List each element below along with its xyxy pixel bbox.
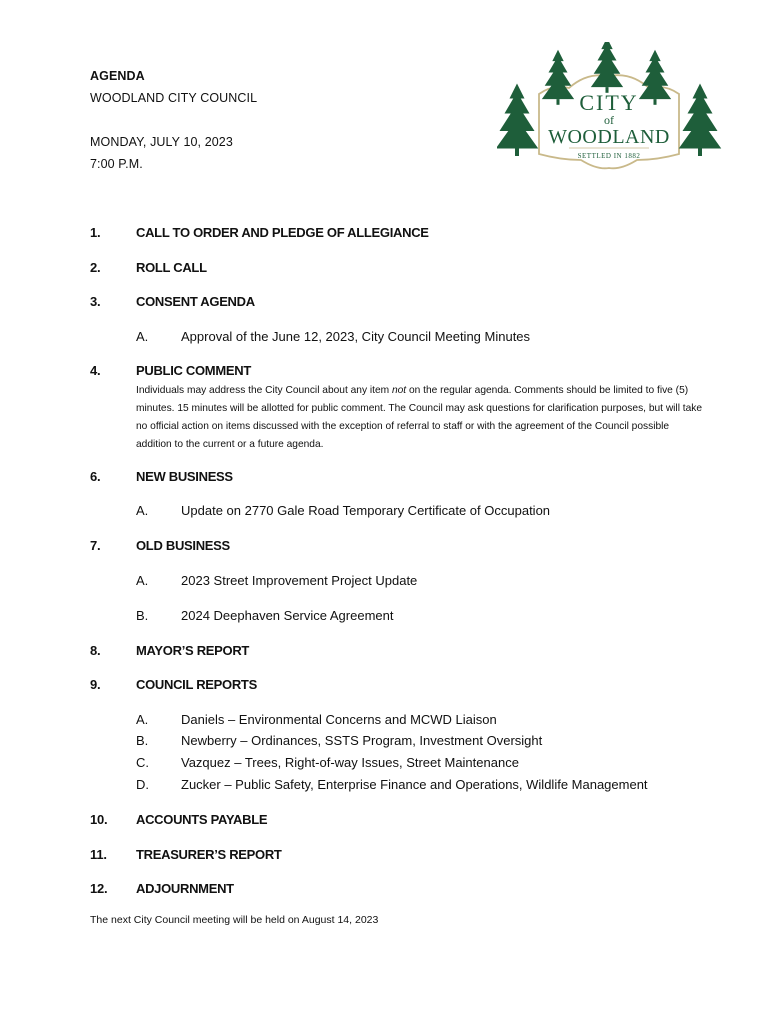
item-title-accounts-payable: ACCOUNTS PAYABLE xyxy=(136,812,268,827)
sub-item-text: 2024 Deephaven Service Agreement xyxy=(181,608,394,623)
sub-item-letter: A. xyxy=(136,712,149,727)
sub-item-text: Approval of the June 12, 2023, City Council Meeting Minutes xyxy=(181,329,531,344)
item-number: 2. xyxy=(90,260,101,275)
logo-of: of xyxy=(604,113,614,127)
item-number: 11. xyxy=(90,847,107,862)
sub-item-letter: B. xyxy=(136,733,149,748)
item-title-new-business: NEW BUSINESS xyxy=(136,469,233,484)
agenda-heading: AGENDA xyxy=(90,69,145,83)
item-number: 10. xyxy=(90,812,108,827)
item-title-call-to-order: CALL TO ORDER AND PLEDGE OF ALLEGIANCE xyxy=(136,225,429,240)
item-title-consent-agenda: CONSENT AGENDA xyxy=(136,294,255,309)
city-logo xyxy=(497,42,722,182)
item-number: 6. xyxy=(90,469,101,484)
item-title-mayors-report: MAYOR’S REPORT xyxy=(136,643,250,658)
public-comment-note: Individuals may address the City Council about any item not on the regular agenda. Comments should be limited to five (5) minutes. 15 minutes will be allotted for public comment. The Council may ask questions for clarification purposes, but will take no official action on items discussed with the exception of referral to staff or with the agreement of the Council possible addition to the current or a future agenda. xyxy=(136,385,703,450)
item-title-old-business: OLD BUSINESS xyxy=(136,538,230,553)
sub-item-text: Zucker – Public Safety, Enterprise Finance and Operations, Wildlife Management xyxy=(181,777,648,792)
item-title-adjournment: ADJOURNMENT xyxy=(136,881,234,896)
sub-item-text: Newberry – Ordinances, SSTS Program, Investment Oversight xyxy=(181,733,543,748)
logo-woodland: WOODLAND xyxy=(548,126,670,148)
item-number: 1. xyxy=(90,225,101,240)
sub-item-text: Update on 2770 Gale Road Temporary Certificate of Occupation xyxy=(181,503,551,518)
item-number: 7. xyxy=(90,538,101,553)
sub-item-letter: C. xyxy=(136,755,149,770)
sub-item-text: Daniels – Environmental Concerns and MCWD Liaison xyxy=(181,712,497,727)
item-number: 9. xyxy=(90,677,101,692)
logo-tagline: SETTLED IN 1882 xyxy=(577,152,641,160)
sub-item-text: 2023 Street Improvement Project Update xyxy=(181,573,418,588)
item-number: 3. xyxy=(90,294,101,309)
meeting-date: MONDAY, JULY 10, 2023 xyxy=(90,135,233,149)
logo-city: CITY xyxy=(579,90,639,115)
item-title-council-reports: COUNCIL REPORTS xyxy=(136,677,257,692)
item-number: 8. xyxy=(90,643,101,658)
sub-item-letter: A. xyxy=(136,573,149,588)
item-number: 4. xyxy=(90,363,101,378)
item-number: 12. xyxy=(90,881,108,896)
sub-item-letter: A. xyxy=(136,503,149,518)
meeting-time: 7:00 P.M. xyxy=(90,157,143,171)
sub-item-text: Vazquez – Trees, Right-of-way Issues, Street Maintenance xyxy=(181,755,519,770)
item-title-treasurers-report: TREASURER’S REPORT xyxy=(136,847,282,862)
sub-item-letter: B. xyxy=(136,608,149,623)
sub-item-letter: D. xyxy=(136,777,149,792)
item-title-roll-call: ROLL CALL xyxy=(136,260,207,275)
item-title-public-comment: PUBLIC COMMENT xyxy=(136,363,251,378)
next-meeting-note: The next City Council meeting will be held on August 14, 2023 xyxy=(90,914,379,926)
sub-item-letter: A. xyxy=(136,329,149,344)
council-name: WOODLAND CITY COUNCIL xyxy=(90,91,258,105)
